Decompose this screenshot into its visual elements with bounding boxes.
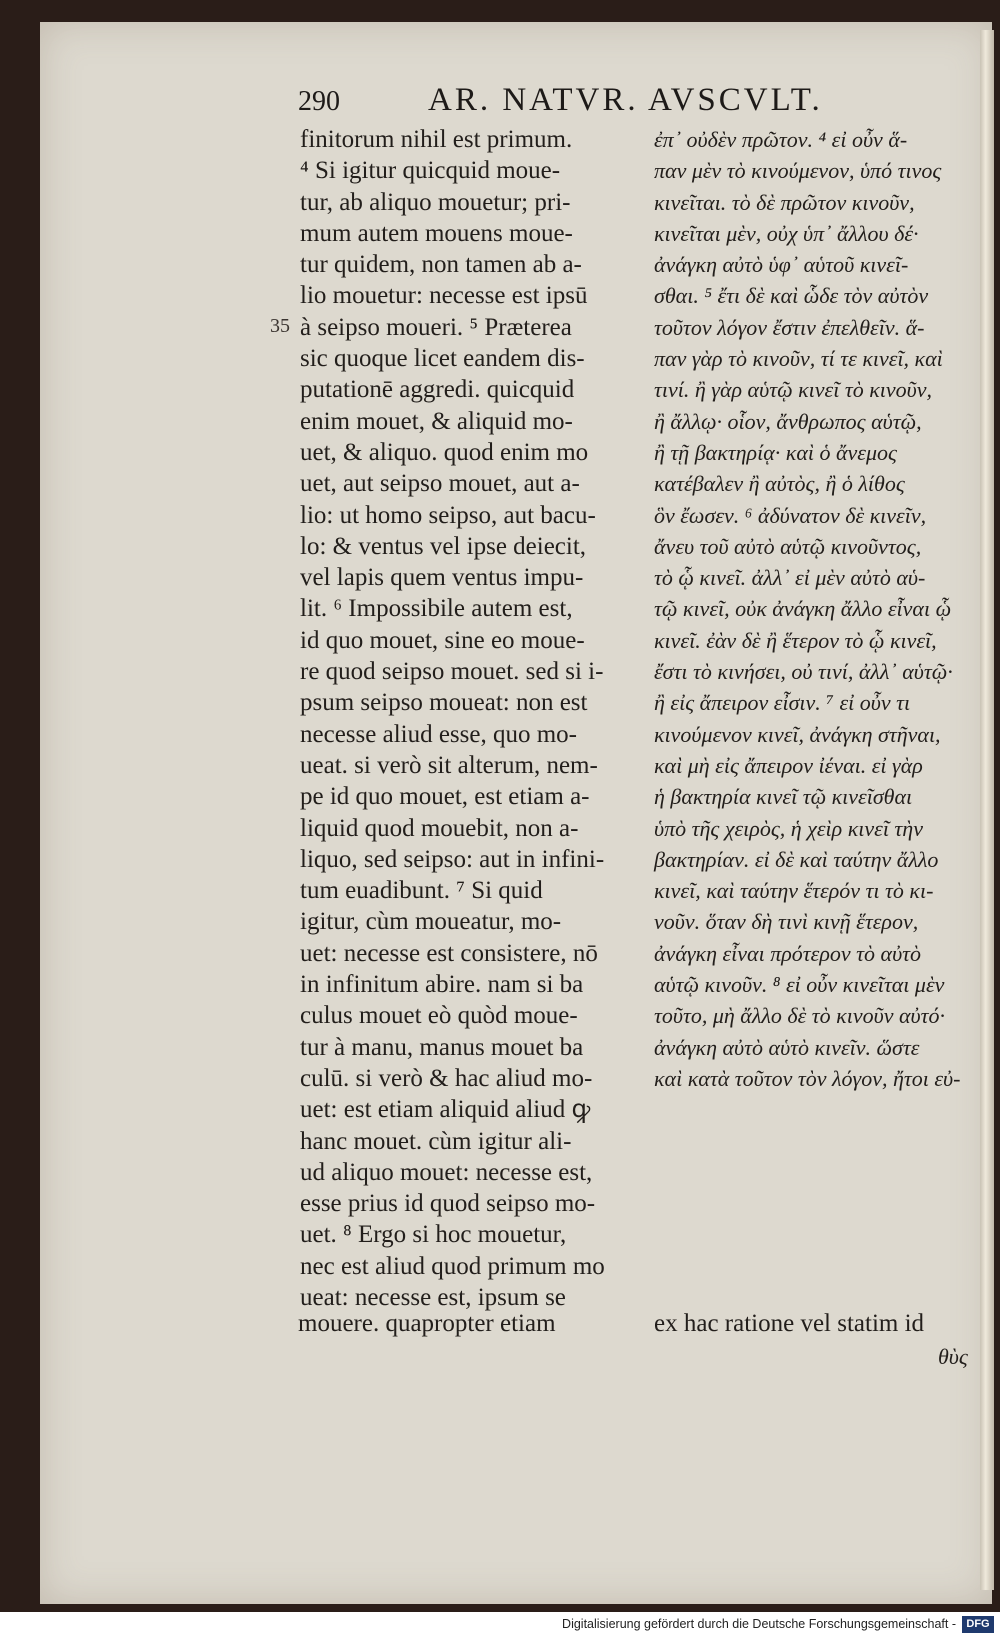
greek-text-line: ἡ βακτηρία κινεῖ τῷ κινεῖσθαι xyxy=(654,784,913,810)
latin-text-line: tum euadibunt. ⁷ Si quid xyxy=(300,877,543,905)
latin-text-line: id quo mouet, sine eo moue- xyxy=(300,626,585,654)
greek-text-line: τινί. ἢ γὰρ αὑτῷ κινεῖ τὸ κινοῦν, xyxy=(654,377,932,403)
bottom-line-right: ex hac ratione vel statim id xyxy=(654,1310,925,1337)
latin-text-line: psum seipso moueat: non est xyxy=(300,689,588,717)
greek-column xyxy=(654,124,980,1094)
latin-text-line: ⁴ Si igitur quicquid moue- xyxy=(300,157,561,185)
latin-text-line: uet: est etiam aliquid aliud ꝙ xyxy=(300,1096,591,1124)
latin-text-line: culus mouet eò quòd moue- xyxy=(300,1002,578,1030)
latin-text-line: pe id quo mouet, est etiam a- xyxy=(300,783,590,811)
footer-credit: Digitalisierung gefördert durch die Deutsche Forschungsgemeinschaft - xyxy=(562,1617,956,1631)
latin-text-line: igitur, cùm moueatur, mo- xyxy=(300,908,562,936)
greek-text-line: σθαι. ⁵ ἔτι δὲ καὶ ὧδε τὸν αὐτὸν xyxy=(654,283,929,309)
latin-text-line: ueat: necesse est, ipsum se xyxy=(300,1283,566,1311)
greek-text-line: καὶ μὴ εἰς ἄπειρον ἰέναι. εἰ γὰρ xyxy=(654,752,923,778)
latin-text-line: nec est aliud quod primum mo xyxy=(300,1252,605,1280)
latin-text-line: tur quidem, non tamen ab a- xyxy=(300,251,582,279)
latin-text-line: lo: & ventus vel ipse deiecit, xyxy=(300,532,587,560)
greek-text-line: ὃν ἔωσεν. ⁶ ἀδύνατον δὲ κινεῖν, xyxy=(654,502,927,528)
latin-text-line: lio: ut homo seipso, aut bacu- xyxy=(300,501,596,529)
greek-text-line: ἀνάγκη εἶναι πρότερον τὸ αὐτὸ xyxy=(654,940,922,966)
latin-text-line: esse prius id quod seipso mo- xyxy=(300,1190,596,1218)
latin-column xyxy=(300,124,640,1313)
greek-text-line: ἀνάγκη αὐτὸ αὑτὸ κινεῖν. ὥστε xyxy=(654,1034,920,1060)
latin-text-line: liquid quod mouebit, non a- xyxy=(300,814,579,842)
latin-text-line: ueat. si verò sit alterum, nem- xyxy=(300,751,598,779)
greek-text-line: ἐπ᾽ οὐδὲν πρῶτον. ⁴ εἰ οὖν ἅ- xyxy=(654,127,908,152)
greek-text-line: αὑτῷ κινοῦν. ⁸ εἰ οὖν κινεῖται μὲν xyxy=(654,972,945,998)
latin-text-line: liquo, sed seipso: aut in infini- xyxy=(300,845,605,873)
greek-text-line: κινεῖται μὲν, οὐχ ὑπ᾽ ἄλλου δέ· xyxy=(654,220,919,246)
greek-text-line: τοῦτο, μὴ ἄλλο δὲ τὸ κινοῦν αὐτό· xyxy=(654,1003,945,1029)
greek-text-line: τοῦτον λόγον ἔστιν ἐπελθεῖν. ἅ- xyxy=(654,314,925,340)
latin-text-line: enim mouet, & aliquid mo- xyxy=(300,407,573,435)
greek-text-line: κινεῖται. τὸ δὲ πρῶτον κινοῦν, xyxy=(654,189,915,215)
greek-text-line: κινούμενον κινεῖ, ἀνάγκη στῆναι, xyxy=(654,721,941,747)
latin-text-line: mum autem mouens moue- xyxy=(300,219,573,247)
latin-text-line: uet, aut seipso mouet, aut a- xyxy=(300,470,580,498)
dfg-logo: DFG xyxy=(962,1616,994,1633)
latin-text-line: finitorum nihil est primum. xyxy=(300,126,573,153)
latin-text-line: ud aliquo mouet: necesse est, xyxy=(300,1158,593,1186)
greek-text-line: ἀνάγκη αὐτὸ ὑφ᾽ αὑτοῦ κινεῖ- xyxy=(654,252,909,278)
greek-text-line: τῷ κινεῖ, οὐκ ἀνάγκη ἄλλο εἶναι ᾧ xyxy=(654,596,952,622)
greek-text-line: ἢ τῇ βακτηρίᾳ· καὶ ὁ ἄνεμος xyxy=(654,439,897,465)
greek-text-line: τὸ ᾧ κινεῖ. ἀλλ᾽ εἰ μὲν αὐτὸ αὑ- xyxy=(654,565,926,591)
latin-text-line: tur, ab aliquo mouetur; pri- xyxy=(300,188,571,216)
latin-text-line: necesse aliud esse, quo mo- xyxy=(300,720,578,748)
latin-text-line: uet: necesse est consistere, nō xyxy=(300,939,598,967)
greek-text-line: νοῦν. ὅταν δὴ τινὶ κινῇ ἕτερον, xyxy=(654,909,919,935)
latin-text-line: lio mouetur: necesse est ipsū xyxy=(300,282,588,310)
greek-text-line: κατέβαλεν ἢ αὐτὸς, ἢ ὁ λίθος xyxy=(654,471,905,497)
running-head: AR. NATVR. AVSCVLT. xyxy=(428,82,823,118)
greek-text-line: κινεῖ. ἐὰν δὲ ἢ ἕτερον τὸ ᾧ κινεῖ, xyxy=(654,627,937,653)
latin-text-line: hanc mouet. cùm igitur ali- xyxy=(300,1127,572,1155)
page-edge xyxy=(980,30,994,1590)
catchword: θὺς xyxy=(938,1344,968,1369)
latin-text-line: uet. ⁸ Ergo si hoc mouetur, xyxy=(300,1221,567,1249)
greek-text-line: ἄνευ τοῦ αὐτὸ αὑτῷ κινοῦντος, xyxy=(654,533,922,559)
margin-line-number: 35 xyxy=(270,315,290,337)
latin-text-line: re quod seipso mouet. sed si i- xyxy=(300,658,604,686)
latin-text-line: vel lapis quem ventus impu- xyxy=(300,564,584,592)
latin-text-line: tur à manu, manus mouet ba xyxy=(300,1033,584,1061)
greek-text-line: παν γὰρ τὸ κινοῦν, τί τε κινεῖ, καὶ xyxy=(654,346,943,372)
greek-text-line: ἢ ἄλλῳ· οἷον, ἄνθρωπος αὑτῷ, xyxy=(654,408,922,434)
greek-text-line: βακτηρίαν. εἰ δὲ καὶ ταύτην ἄλλο xyxy=(654,846,939,872)
greek-text-line: παν μὲν τὸ κινούμενον, ὑπό τινος xyxy=(654,158,942,184)
greek-text-line: ἔστι τὸ κινήσει, οὐ τινί, ἀλλ᾽ αὑτῷ· xyxy=(654,659,953,685)
latin-text-line: in infinitum abire. nam si ba xyxy=(300,971,584,999)
page-number: 290 xyxy=(298,86,340,117)
latin-text-line: culū. si verò & hac aliud mo- xyxy=(300,1064,593,1092)
greek-text-line: ὑπὸ τῆς χειρὸς, ἡ χεὶρ κινεῖ τὴν xyxy=(654,815,923,841)
greek-text-line: καὶ κατὰ τοῦτον τὸν λόγον, ἤτοι εὐ- xyxy=(654,1065,961,1091)
latin-text-line: putationē aggredi. quicquid xyxy=(300,376,575,404)
latin-text-line: uet, & aliquo. quod enim mo xyxy=(300,438,589,466)
footer-bar xyxy=(0,1612,1000,1638)
latin-text-line: à seipso moueri. ⁵ Præterea xyxy=(300,313,572,341)
latin-text-line: sic quoque licet eandem dis- xyxy=(300,345,585,373)
bottom-line xyxy=(298,1310,978,1338)
bottom-line-left: mouere. quapropter etiam xyxy=(298,1310,556,1337)
greek-text-line: ἢ εἰς ἄπειρον εἶσιν. ⁷ εἰ οὖν τι xyxy=(654,690,911,716)
latin-text-line: lit. ⁶ Impossibile autem est, xyxy=(300,595,573,623)
greek-text-line: κινεῖ, καὶ ταύτην ἕτερόν τι τὸ κι- xyxy=(654,878,934,904)
